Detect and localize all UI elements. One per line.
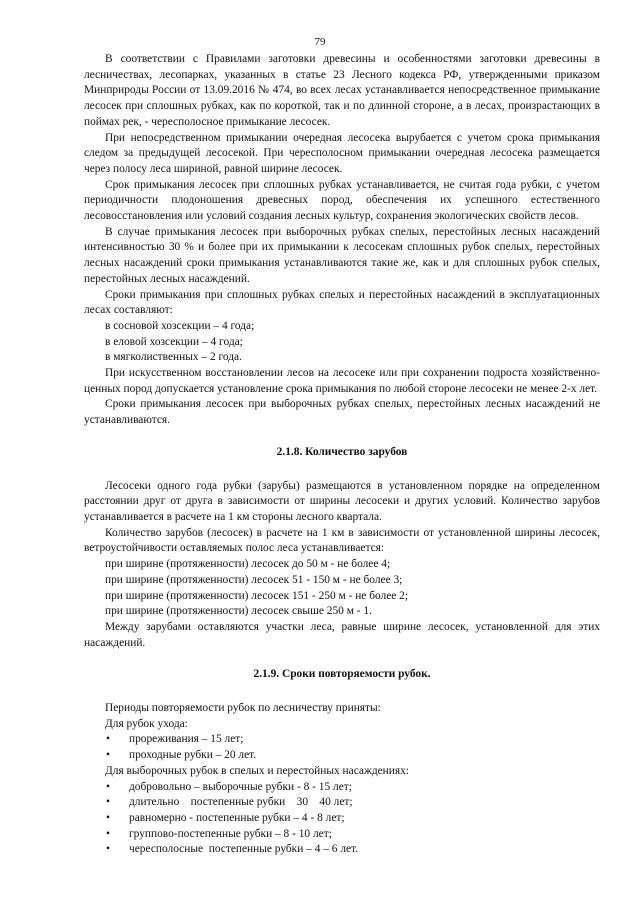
list-item: в мягколиственных – 2 года. — [105, 351, 242, 364]
paragraph: При искусственном восстановлении лесов на лесосеке или при сохранении подроста хозяйственно-ценных пород допускается установление срока примыкания по любой стороне лесосеки не менее 2-х лет. — [84, 367, 600, 395]
list-item: в сосновой хозсекции – 4 года; — [105, 319, 255, 332]
paragraph: Количество зарубов (лесосек) в расчете на 1 км в зависимости от установленной ширины лесосек, ветроустойчивости оставляемых полос леса устанавливается: — [84, 526, 600, 555]
bullet-item: • чересполосные постепенные рубки – 4 – 6 лет. — [84, 842, 600, 858]
bullet-item: • длительно постепенные рубки 30 40 лет; — [84, 795, 600, 811]
paragraph: При непосредственном примыкании очередная лесосека вырубается с учетом срока примыкания следом за предыдущей лесосекой. При чересполосном примыкании очередная лесосека размещается через полосу леса шириной, равной ширине лесосек. — [84, 131, 600, 175]
paragraph: Между зарубами оставляются участки леса, равные ширине лесосек, установленной для этих насаждений. — [84, 620, 600, 649]
paragraph: Срок примыкания лесосек при сплошных рубках устанавливается, не считая года рубки, с учетом периодичности плодоношения древесных пород, обеспечения их успешного естественного лесовосстановления или условий создания лесных культур, сохранения экологических свойств лесов. — [84, 178, 600, 223]
text-body — [84, 52, 600, 858]
bullet-item: • группово-постепенные рубки – 8 - 10 лет; — [84, 827, 600, 843]
section-heading: 2.1.9. Сроки повторяемости рубок. — [253, 668, 431, 681]
section-heading: 2.1.8. Количество зарубов — [276, 445, 408, 458]
paragraph: Сроки примыкания лесосек при выборочных рубках спелых, перестойных лесных насаждений не устанавливаются. — [84, 398, 600, 427]
bullet-item: • прореживания – 15 лет; — [84, 732, 600, 748]
list-item: в еловой хозсекции – 4 года; — [105, 335, 243, 348]
list-item: при ширине (протяженности) лесосек 151 - 250 м - не более 2; — [105, 589, 409, 602]
bullet-item: • проходные рубки – 20 лет. — [84, 748, 600, 764]
paragraph: Периоды повторяемости рубок по лесничеству приняты: — [105, 702, 381, 715]
paragraph: Для рубок ухода: — [105, 717, 188, 730]
bullet-item: • равномерно - постепенные рубки – 4 - 8 лет; — [84, 811, 600, 827]
list-item: при ширине (протяженности) лесосек свыше 250 м - 1. — [105, 605, 372, 618]
paragraph: Сроки примыкания при сплошных рубках спелых и перестойных насаждений в эксплуатационных лесах составляют: — [84, 288, 600, 317]
list-item: при ширине (протяженности) лесосек 51 - 150 м - не более 3; — [105, 573, 403, 586]
paragraph: Для выборочных рубок в спелых и перестойных насаждениях: — [105, 764, 409, 777]
paragraph: Лесосеки одного года рубки (зарубы) размещаются в установленном порядке на определенном расстоянии друг от друга в зависимости от ширины лесосеки и других условий. Количество зарубов устанавливается в расчете на 1 км стороны лесного квартала. — [84, 479, 600, 523]
list-item: при ширине (протяженности) лесосек до 50 м - не более 4; — [105, 558, 391, 571]
page-number: 79 — [314, 36, 326, 48]
bullet-item: • добровольно – выборочные рубки - 8 - 15 лет; — [84, 780, 600, 796]
paragraph: В случае примыкания лесосек при выборочных рубках спелых, перестойных лесных насаждений интенсивностью 30 % и более при их примыкании к лесосекам сплошных рубок спелых, перестойных лесных насаждений сроки примыкания устанавливаются такие же, как и для сплошных рубок спелых, перестойных лесных насаждений. — [84, 225, 600, 285]
paragraph: В соответствии с Правилами заготовки древесины и особенностями заготовки древесины в лесничествах, лесопарках, указанных в статье 23 Лесного кодекса РФ, утвержденными приказом Минприроды России от 13.09.2016 № 474, во всех лесах устанавливается непосредственное примыкание лесосек при сплошных рубках, как по короткой, так и по длинной стороне, а в лесах, произрастающих в поймах рек, - чересполосное примыкание лесосек. — [84, 53, 600, 128]
